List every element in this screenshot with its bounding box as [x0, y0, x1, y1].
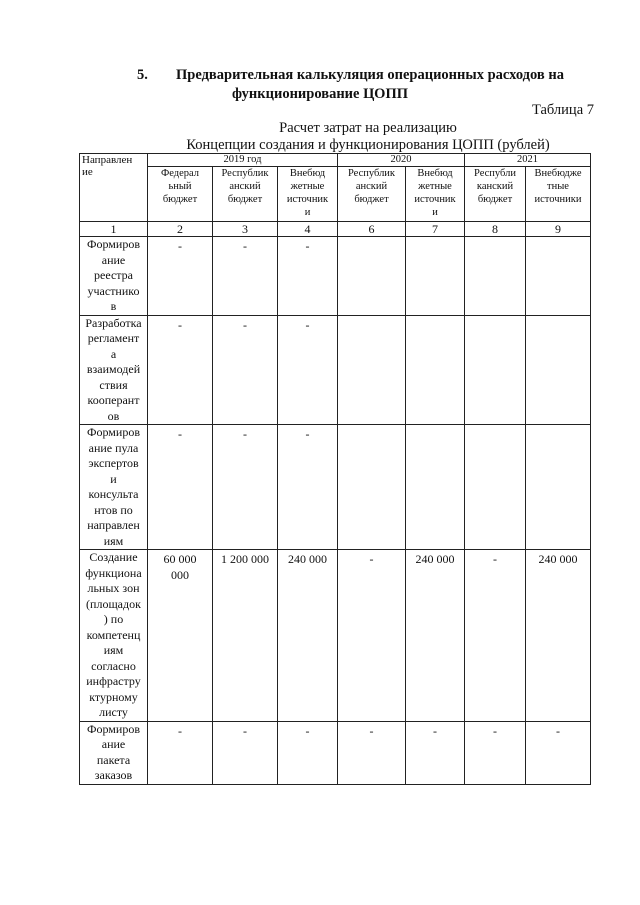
source-header-row [80, 167, 591, 222]
year-header: 2020 [338, 154, 465, 167]
row-direction: Формиров ание пакета заказов [80, 721, 148, 784]
row-direction: Разработка регламент а взаимодей ствия кооперант ов [80, 315, 148, 425]
cell-value: - [213, 721, 278, 784]
row-direction: Создание функциона льных зон (площадок ) по компетенц иям согласно инфрастру ктурному листу [80, 550, 148, 722]
table-row [80, 550, 591, 722]
column-number: 7 [406, 222, 465, 237]
column-number: 6 [338, 222, 406, 237]
cell-value [526, 425, 591, 550]
column-number-row [80, 222, 591, 237]
column-number: 8 [465, 222, 526, 237]
year-header: 2019 год [148, 154, 338, 167]
cell-value [465, 237, 526, 316]
cell-value: - [213, 315, 278, 425]
direction-header: Направлен ие [80, 154, 148, 222]
cell-value [406, 237, 465, 316]
row-direction: Формиров ание реестра участнико в [80, 237, 148, 316]
cell-value [338, 315, 406, 425]
table-row [80, 721, 591, 784]
section-title-line1: Предварительная калькуляция операционных расходов на [176, 67, 564, 83]
column-header: Внебюдже тные источники [526, 167, 591, 222]
table-row [80, 237, 591, 316]
column-number: 2 [148, 222, 213, 237]
cell-value: 60 000 000 [148, 550, 213, 722]
cell-value: 240 000 [406, 550, 465, 722]
cell-value [406, 425, 465, 550]
cell-value [526, 237, 591, 316]
cell-value [465, 425, 526, 550]
column-header: Федерал ьный бюджет [148, 167, 213, 222]
cell-value [338, 237, 406, 316]
column-header: Республик анский бюджет [338, 167, 406, 222]
cell-value [338, 425, 406, 550]
caption-line2: Концепции создания и функционирования ЦОПП (рублей) [186, 137, 550, 153]
table-label: Таблица 7 [531, 102, 594, 118]
cell-value: - [465, 721, 526, 784]
cell-value: - [213, 237, 278, 316]
cell-value: - [526, 721, 591, 784]
row-direction: Формиров ание пула экспертов и консульта нтов по направлен иям [80, 425, 148, 550]
cell-value [526, 315, 591, 425]
cell-value: - [338, 550, 406, 722]
cell-value: - [278, 425, 338, 550]
cell-value: - [278, 237, 338, 316]
cell-value: - [148, 425, 213, 550]
column-number: 3 [213, 222, 278, 237]
cell-value: - [148, 721, 213, 784]
cell-value: 240 000 [278, 550, 338, 722]
year-header-row [80, 154, 591, 167]
column-number: 4 [278, 222, 338, 237]
cell-value: - [148, 315, 213, 425]
cell-value: - [465, 550, 526, 722]
column-header: Республик анский бюджет [213, 167, 278, 222]
column-header: Внебюд жетные источник и [406, 167, 465, 222]
cell-value: - [278, 721, 338, 784]
cell-value [465, 315, 526, 425]
year-header: 2021 [465, 154, 591, 167]
column-header: Республи канский бюджет [465, 167, 526, 222]
table-row [80, 315, 591, 425]
column-number: 9 [526, 222, 591, 237]
cell-value: - [213, 425, 278, 550]
section-title-line2: функционирование ЦОПП [231, 86, 409, 102]
section-number: 5. [137, 67, 148, 83]
caption-line1: Расчет затрат на реализацию [279, 120, 457, 136]
cell-value: - [278, 315, 338, 425]
cost-table [79, 153, 591, 785]
column-number: 1 [80, 222, 148, 237]
cell-value: - [338, 721, 406, 784]
cell-value: - [148, 237, 213, 316]
cell-value [406, 315, 465, 425]
cell-value: - [406, 721, 465, 784]
table-caption [140, 120, 596, 154]
table-row [80, 425, 591, 550]
cell-value: 1 200 000 [213, 550, 278, 722]
column-header: Внебюд жетные источник и [278, 167, 338, 222]
cell-value: 240 000 [526, 550, 591, 722]
